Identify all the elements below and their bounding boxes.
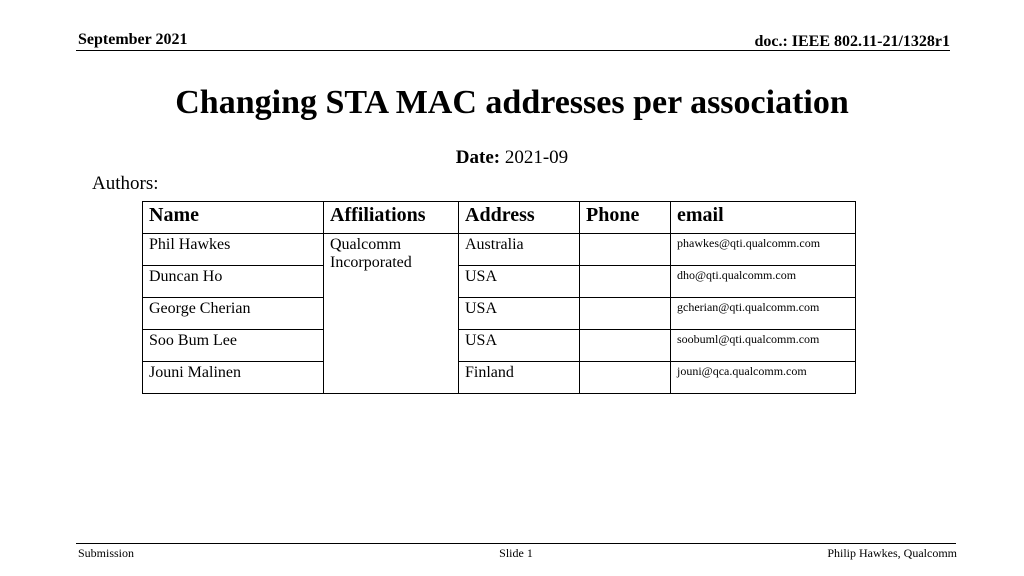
- authors-label: Authors:: [92, 173, 159, 194]
- author-email: phawkes@qti.qualcomm.com: [671, 234, 856, 266]
- author-name: Jouni Malinen: [143, 362, 324, 394]
- column-header-email: email: [671, 202, 856, 234]
- table-header-row: [143, 202, 856, 234]
- table-row: [143, 266, 856, 298]
- date-value: 2021-09: [504, 147, 569, 168]
- author-address: USA: [459, 298, 580, 330]
- author-address: USA: [459, 266, 580, 298]
- footer-author: Philip Hawkes, Qualcomm: [827, 546, 957, 560]
- table-row: [143, 234, 856, 266]
- author-email: dho@qti.qualcomm.com: [671, 266, 856, 298]
- table-row: [143, 298, 856, 330]
- author-phone: [580, 298, 671, 330]
- column-header-phone: Phone: [580, 202, 671, 234]
- header-doc-id: doc.: IEEE 802.11-21/1328r1: [754, 33, 950, 50]
- author-phone: [580, 330, 671, 362]
- table-row: [143, 362, 856, 394]
- authors-table: [142, 201, 856, 394]
- footer-slide-number: Slide 1: [499, 546, 533, 560]
- table-row: [143, 330, 856, 362]
- author-affiliation: Qualcomm Incorporated: [324, 234, 459, 394]
- author-name: Phil Hawkes: [143, 234, 324, 266]
- date-line: [0, 147, 1024, 169]
- author-address: Australia: [459, 234, 580, 266]
- header-date: September 2021: [78, 31, 188, 48]
- footer-divider: [76, 543, 956, 544]
- author-name: George Cherian: [143, 298, 324, 330]
- header-divider: [76, 50, 950, 51]
- date-label: Date:: [455, 147, 501, 168]
- column-header-affiliations: Affiliations: [324, 202, 459, 234]
- footer-submission: Submission: [78, 546, 135, 560]
- author-email: soobuml@qti.qualcomm.com: [671, 330, 856, 362]
- author-email: jouni@qca.qualcomm.com: [671, 362, 856, 394]
- author-phone: [580, 234, 671, 266]
- author-name: Soo Bum Lee: [143, 330, 324, 362]
- author-phone: [580, 266, 671, 298]
- column-header-name: Name: [143, 202, 324, 234]
- author-address: USA: [459, 330, 580, 362]
- author-address: Finland: [459, 362, 580, 394]
- column-header-address: Address: [459, 202, 580, 234]
- author-name: Duncan Ho: [143, 266, 324, 298]
- author-email: gcherian@qti.qualcomm.com: [671, 298, 856, 330]
- slide-title: Changing STA MAC addresses per association: [175, 84, 849, 121]
- author-phone: [580, 362, 671, 394]
